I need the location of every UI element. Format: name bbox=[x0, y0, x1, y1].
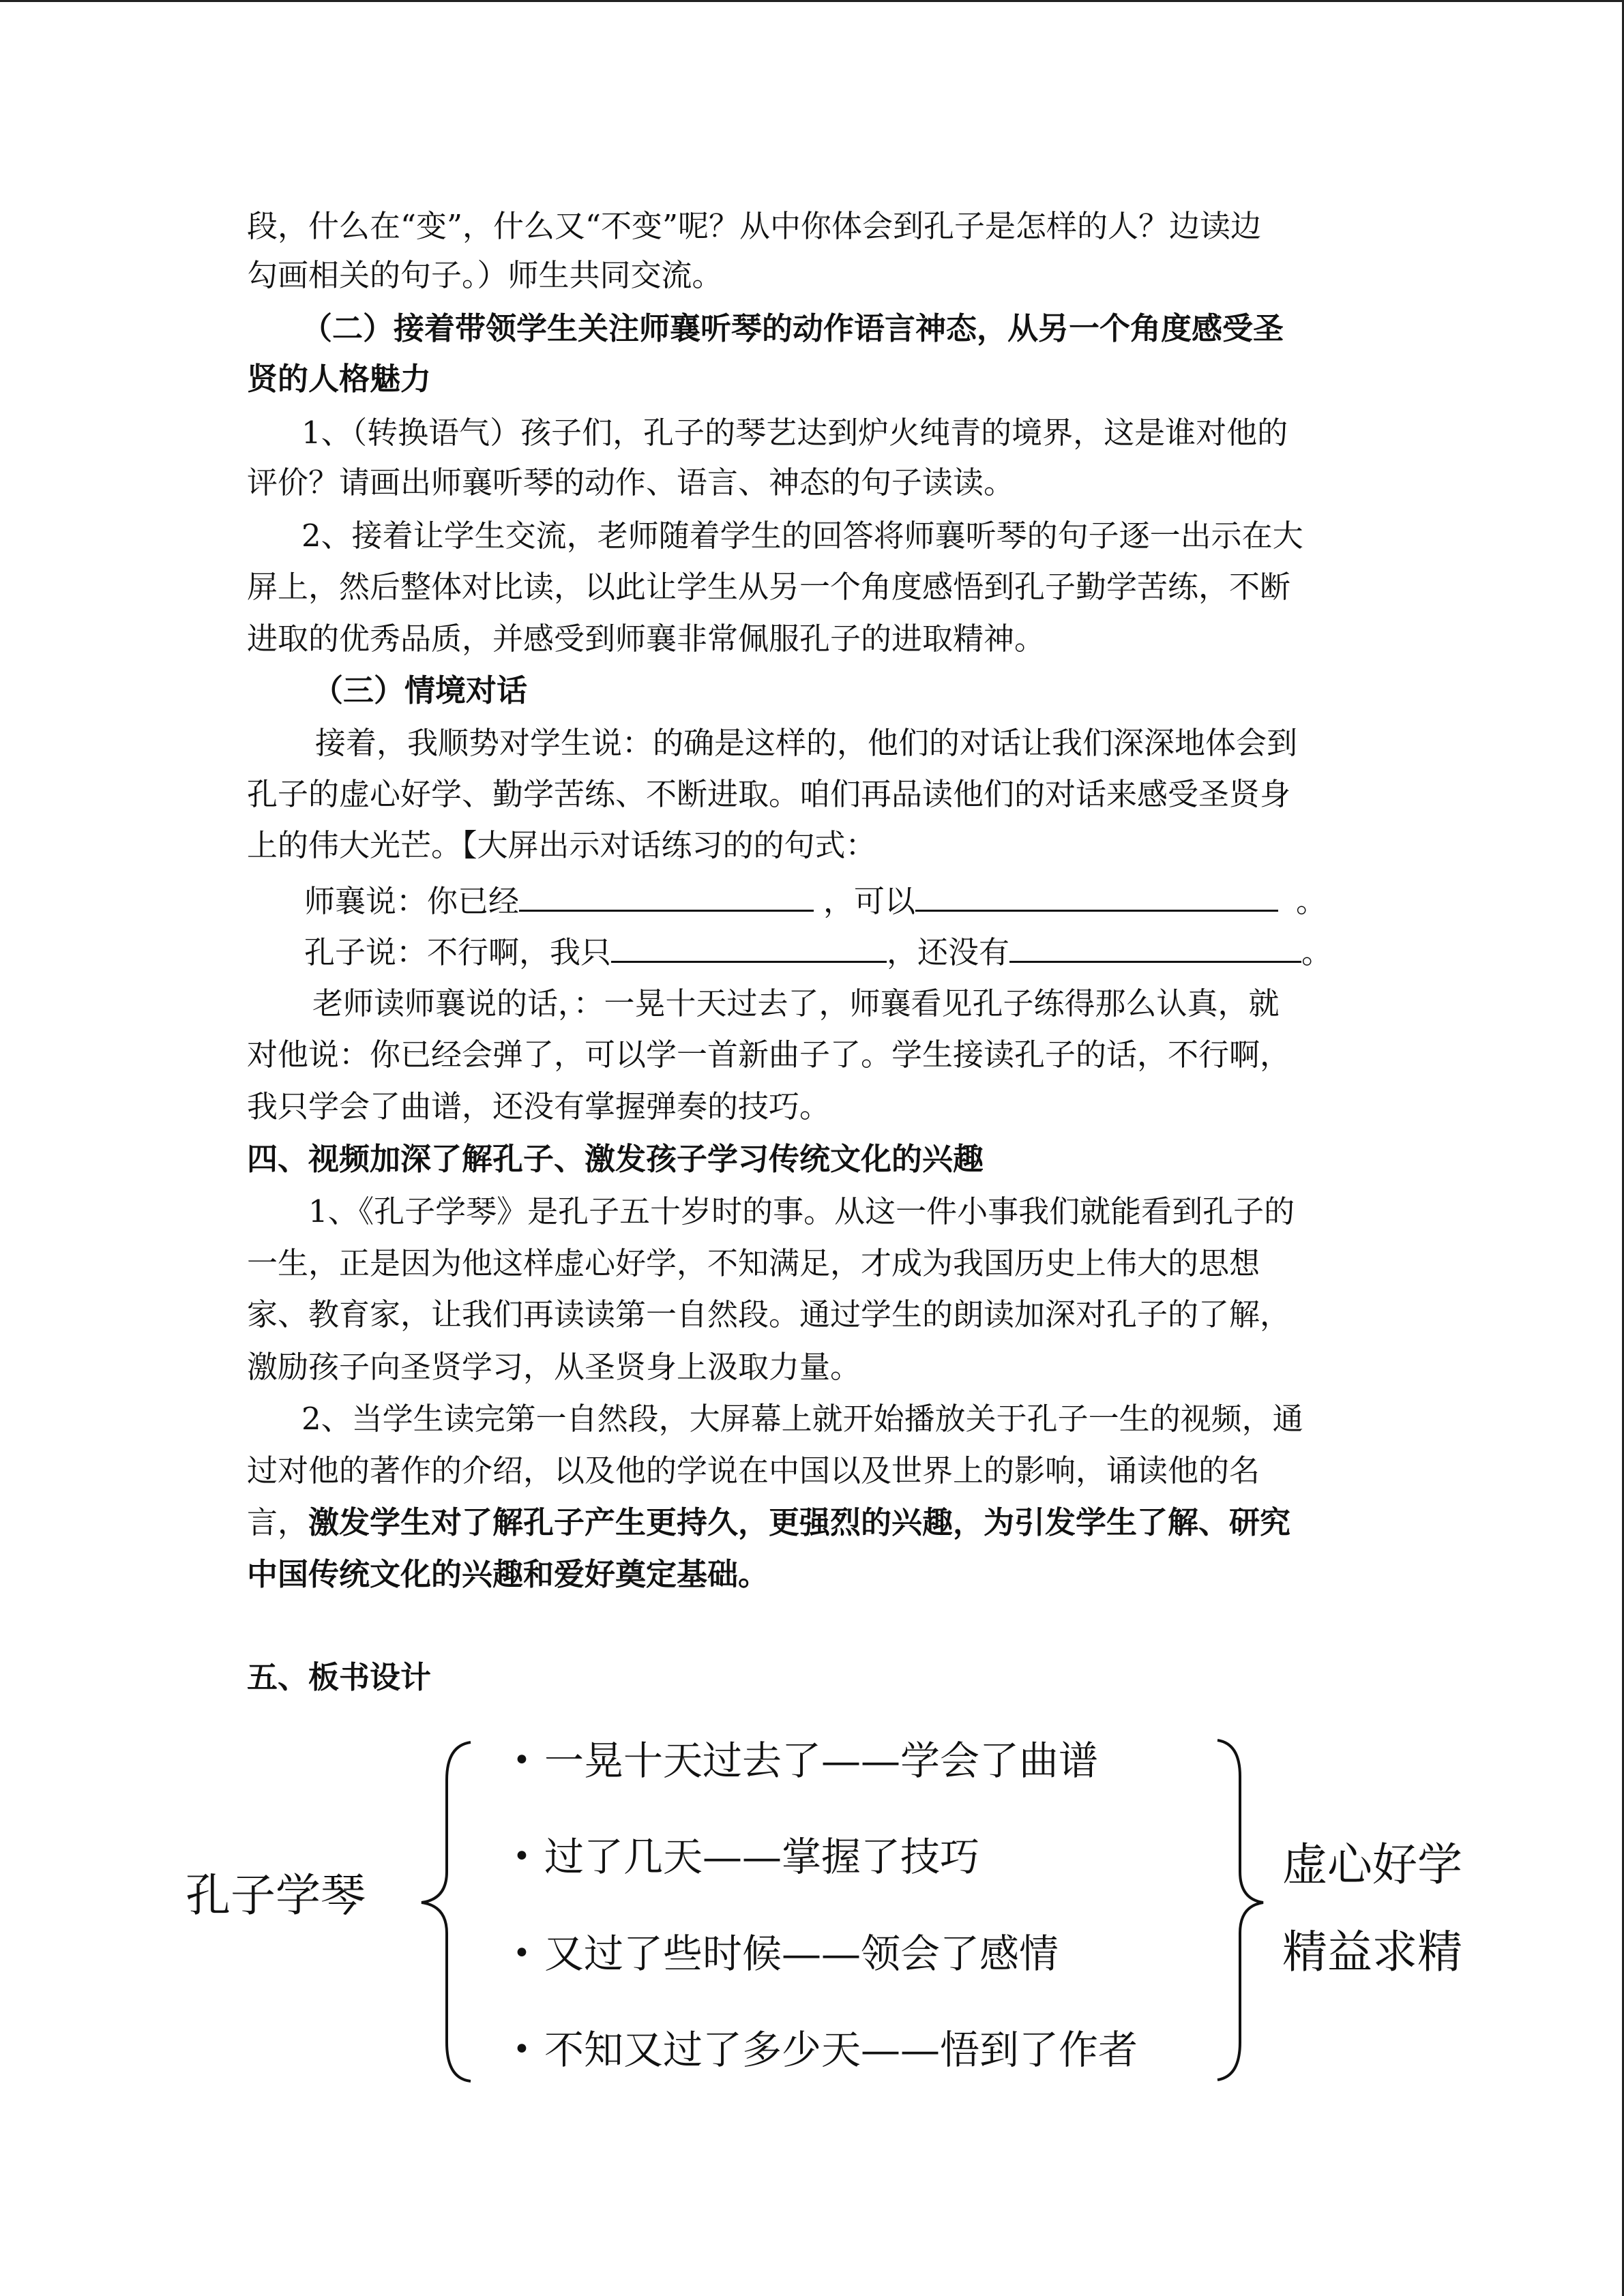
blank-underline bbox=[1009, 931, 1301, 963]
paragraph-line: 家、教育家，让我们再读读第一自然段。通过学生的朗读加深对孔子的了解， bbox=[247, 1296, 1291, 1332]
paragraph-line-mixed bbox=[247, 1504, 1379, 1542]
paragraph-line: 上的伟大光芒。【大屏出示对话练习的的句式： bbox=[247, 827, 876, 863]
bullet-icon: • bbox=[513, 1743, 531, 1778]
fill-blank-line-1 bbox=[247, 880, 1436, 921]
section-heading-2-cont: 贤的人格魅力 bbox=[247, 361, 432, 397]
board-item: • 又过了些时候——领会了感情 bbox=[513, 1930, 1059, 1977]
paragraph-text-bold: 激发学生对了解孔子产生更持久，更强烈的兴趣，为引发学生了解、研究 bbox=[308, 1504, 1291, 1540]
paragraph-line: 老师读师襄说的话，：一晃十天过去了，师襄看见孔子练得那么认真，就 bbox=[312, 985, 1280, 1022]
section-heading-3: （三）情境对话 bbox=[312, 672, 528, 709]
board-left-title: 孔子学琴 bbox=[186, 1869, 366, 1922]
right-brace bbox=[1217, 1740, 1263, 2080]
paragraph-line: 孔子的虚心好学、勤学苦练、不断进取。咱们再品读他们的对话来感受圣贤身 bbox=[247, 776, 1291, 812]
paragraph-line: 一生，正是因为他这样虚心好学，不知满足，才成为我国历史上伟大的思想 bbox=[247, 1245, 1260, 1281]
paragraph-line: 1、（转换语气）孩子们，孔子的琴艺达到炉火纯青的境界，这是谁对他的 bbox=[301, 415, 1288, 451]
board-item: • 过了几天——掌握了技巧 bbox=[513, 1834, 979, 1880]
paragraph-line: 2、接着让学生交流，老师随着学生的回答将师襄听琴的句子逐一出示在大 bbox=[301, 518, 1303, 554]
fill-blank-text: ，还没有 bbox=[887, 934, 1010, 970]
paragraph-line: 1、《孔子学琴》是孔子五十岁时的事。从这一件小事我们就能看到孔子的 bbox=[308, 1193, 1295, 1229]
fill-blank-line-2 bbox=[247, 931, 1436, 972]
section-heading-four: 四、视频加深了解孔子、激发孩子学习传统文化的兴趣 bbox=[247, 1141, 984, 1177]
paragraph-line: 2、当学生读完第一自然段，大屏幕上就开始播放关于孔子一生的视频，通 bbox=[301, 1401, 1303, 1437]
paragraph-line: 段，什么在“变”，什么又“不变”呢？从中你体会到孔子是怎样的人？边读边 bbox=[247, 208, 1262, 244]
paragraph-text: 言， bbox=[247, 1504, 309, 1540]
fill-blank-text: 师襄说：你已经 bbox=[304, 883, 520, 919]
fill-blank-text: 。 bbox=[1296, 883, 1327, 919]
blank-underline bbox=[519, 880, 814, 912]
paragraph-line: 评价？请画出师襄听琴的动作、语言、神态的句子读读。 bbox=[247, 464, 1015, 501]
paragraph-line: 勾画相关的句子。）师生共同交流。 bbox=[247, 257, 723, 293]
paragraph-line: 我只学会了曲谱，还没有掌握弹奏的技巧。 bbox=[247, 1088, 831, 1124]
section-heading-five: 五、板书设计 bbox=[247, 1659, 432, 1695]
blank-underline bbox=[611, 931, 887, 963]
paragraph-line: 进取的优秀品质，并感受到师襄非常佩服孔子的进取精神。 bbox=[247, 621, 1046, 657]
section-heading-2: （二）接着带领学生关注师襄听琴的动作语言神态，从另一个角度感受圣 bbox=[301, 310, 1284, 346]
board-item: • 不知又过了多少天——悟到了作者 bbox=[513, 2027, 1138, 2073]
blank-underline bbox=[915, 880, 1278, 912]
bullet-icon: • bbox=[513, 1839, 531, 1874]
paragraph-line-bold: 中国传统文化的兴趣和爱好奠定基础。 bbox=[247, 1556, 769, 1592]
bullet-icon: • bbox=[513, 2032, 531, 2067]
paragraph-line: 过对他的著作的介绍，以及他的学说在中国以及世界上的影响，诵读他的名 bbox=[247, 1452, 1260, 1489]
paragraph-line: 接着，我顺势对学生说：的确是这样的，他们的对话让我们深深地体会到 bbox=[315, 725, 1298, 761]
paragraph-line: 激励孩子向圣贤学习，从圣贤身上汲取力量。 bbox=[247, 1349, 861, 1385]
fill-blank-text: 孔子说：不行啊，我只 bbox=[304, 934, 612, 970]
paragraph-line: 屏上，然后整体对比读，以此让学生从另一个角度感悟到孔子勤学苦练，不断 bbox=[247, 569, 1291, 605]
board-right-1: 虚心好学 bbox=[1282, 1838, 1462, 1891]
bullet-icon: • bbox=[513, 1936, 531, 1971]
paragraph-line: 对他说：你已经会弹了，可以学一首新曲子了。学生接读孔子的话，不行啊， bbox=[247, 1037, 1291, 1073]
board-right-2: 精益求精 bbox=[1282, 1926, 1462, 1978]
left-brace bbox=[422, 1742, 471, 2081]
fill-blank-text: 。 bbox=[1301, 934, 1333, 970]
board-item: • 一晃十天过去了——学会了曲谱 bbox=[513, 1738, 1098, 1784]
fill-blank-text: ，可以 bbox=[823, 883, 916, 919]
page-top-border bbox=[0, 0, 1624, 2]
